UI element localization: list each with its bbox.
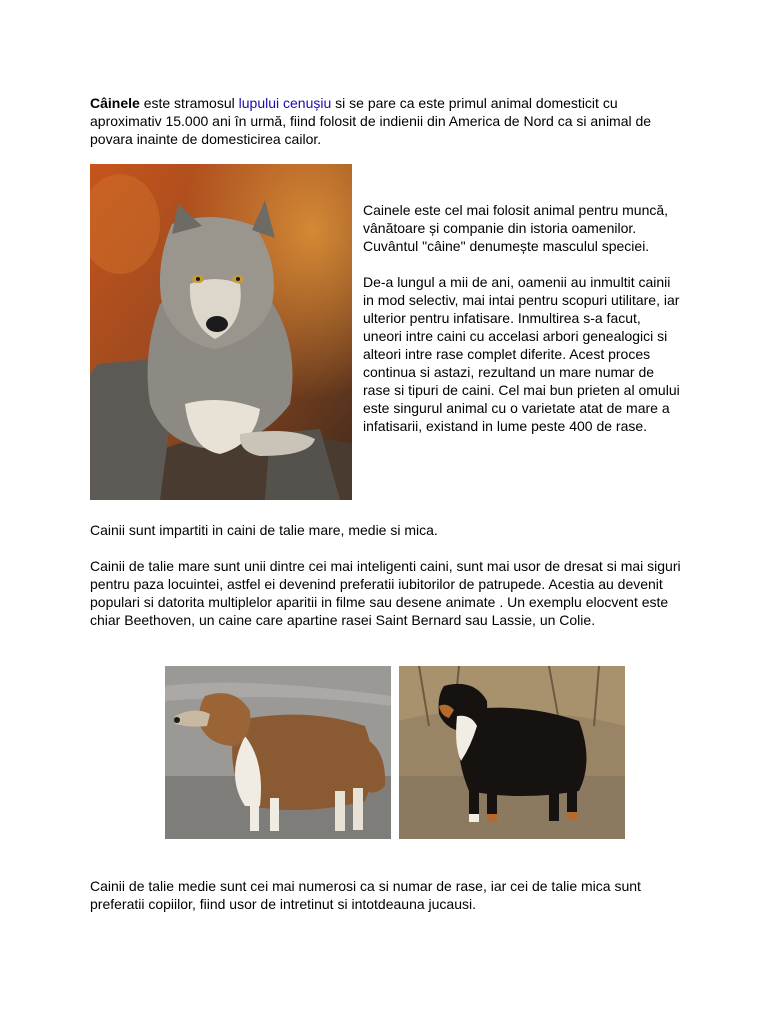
intro-paragraph [90, 94, 690, 148]
wolf-illustration [90, 164, 352, 500]
sizes-paragraph: Cainii sunt impartiti in caini de talie mare, medie si mica. [90, 522, 438, 538]
intro-text-1: este stramosul [139, 95, 239, 111]
collie-illustration [165, 666, 391, 839]
medium-small-paragraph: Cainii de talie medie sunt cei mai numerosi ca si numar de rase, iar cei de talie mica sunt preferatii copiilor, fiind usor de intretinut si intotdeauna jucausi. [90, 878, 641, 912]
wolf-link[interactable]: lupului cenușiu [238, 95, 332, 111]
collie-photo [165, 666, 391, 839]
intro-text-2: si se pare ca este primul animal domesticit cu aproximativ 15.000 ani în urmă, fiind folosit de indienii din America de Nord ca si animal de povara inainte de domesticirea cailor. [90, 95, 652, 147]
side-paragraph: Cainele este cel mai folosit animal pentru muncă, vânătoare și companie din istoria oamenilor. Cuvântul "câine" denumește masculul speciei. [363, 202, 669, 254]
side-column [363, 201, 681, 435]
wolf-photo [90, 164, 352, 500]
bernese-dog-photo [399, 666, 625, 839]
side-paragraph: De-a lungul a mii de ani, oamenii au inmultit cainii in mod selectiv, mai intai pentru scopuri utilitare, iar ulterior pentru infatisare. Inmultirea s-a facut, uneori intre caini cu accelasi arbori genealogici si alteori intre rase complet diferite. Acest proces continua si astazi, rezultand un mare numar de rase si tipuri de caini. Cel mai bun prieten al omului este singurul animal cu o varietate atat de mare a infatisarii, existand in lume peste 400 de rase. [363, 274, 680, 434]
intro-bold-word: Câinele [90, 95, 140, 111]
large-dogs-paragraph: Cainii de talie mare sunt unii dintre cei mai inteligenti caini, sunt mai usor de dresat si mai siguri pentru paza locuintei, astfel ei devenind preferatii iubitorilor de patrupede. Acestia au devenit populari si datorita multiplelor aparitii in filme sau desene animate . Un exemplu elocvent este chiar Beethoven, un caine care apartine rasei Saint Bernard sau Lassie, un Colie. [90, 558, 681, 628]
bernese-illustration [399, 666, 625, 839]
